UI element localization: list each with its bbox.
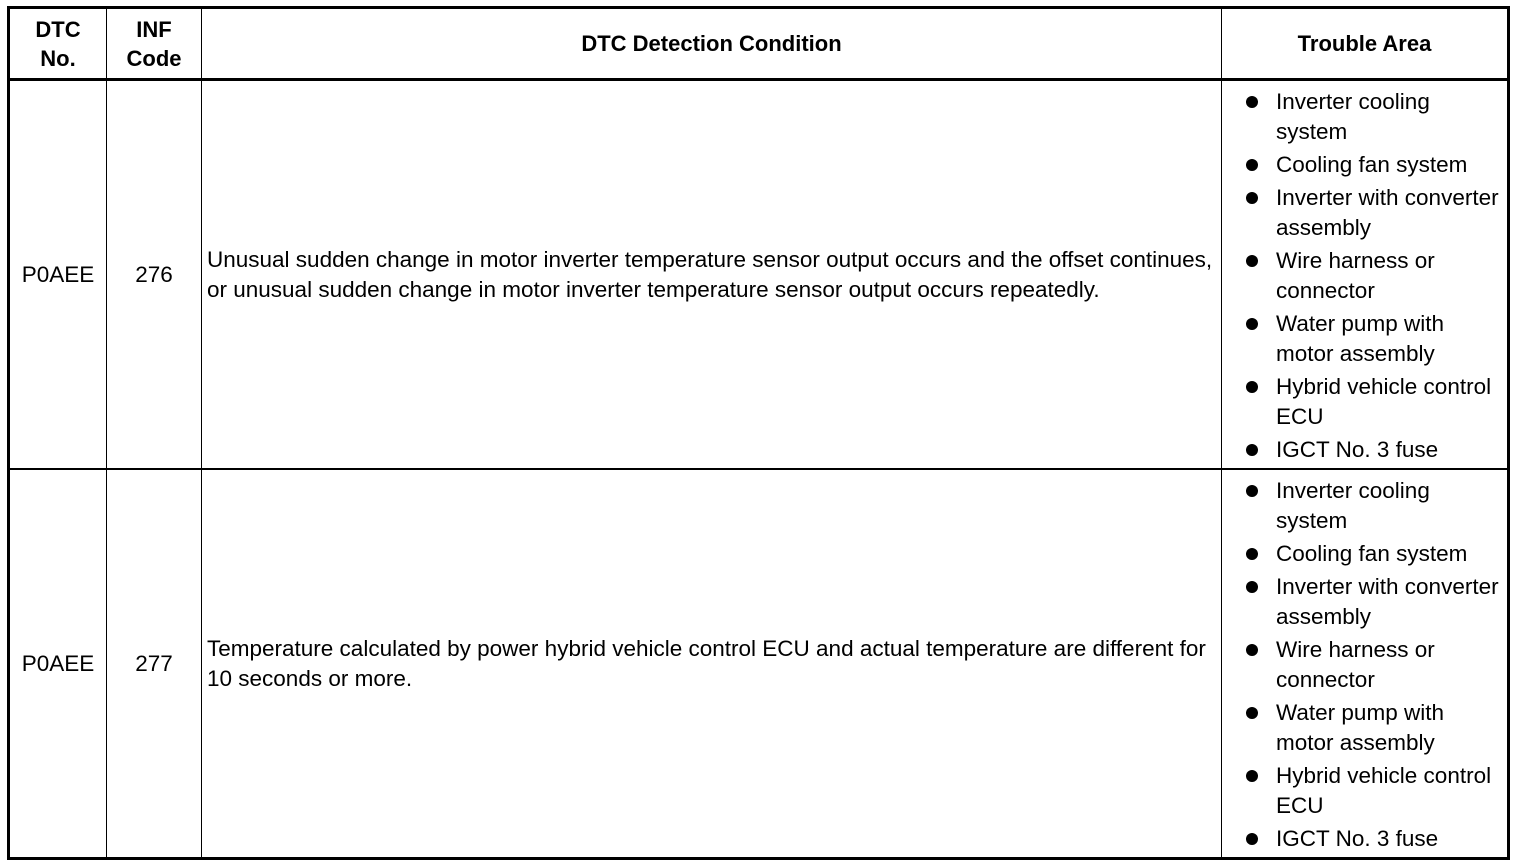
trouble-area-cell — [1222, 80, 1509, 470]
bullet-icon — [1246, 96, 1258, 108]
dtc-number-cell: P0AEE — [9, 469, 107, 859]
trouble-area-item: Wire harness or connector — [1222, 246, 1507, 306]
bullet-icon — [1246, 192, 1258, 204]
bullet-icon — [1246, 833, 1258, 845]
header-inf-code: INF Code — [107, 8, 202, 80]
trouble-area-item: Inverter with converter assembly — [1222, 183, 1507, 243]
bullet-icon — [1246, 255, 1258, 267]
bullet-icon — [1246, 707, 1258, 719]
detection-condition-cell: Temperature calculated by power hybrid vehicle control ECU and actual temperature are different for 10 seconds or more. — [202, 469, 1222, 859]
bullet-icon — [1246, 644, 1258, 656]
bullet-icon — [1246, 548, 1258, 560]
table-body — [9, 80, 1509, 859]
dtc-number-cell: P0AEE — [9, 80, 107, 470]
detection-condition-cell: Unusual sudden change in motor inverter temperature sensor output occurs and the offset continues, or unusual sudden change in motor inverter temperature sensor output occurs repeatedly. — [202, 80, 1222, 470]
trouble-area-item: Water pump with motor assembly — [1222, 698, 1507, 758]
bullet-icon — [1246, 159, 1258, 171]
trouble-area-item: Inverter cooling system — [1222, 87, 1507, 147]
bullet-icon — [1246, 770, 1258, 782]
table-header — [9, 8, 1509, 80]
trouble-area-item: Inverter cooling system — [1222, 476, 1507, 536]
table-row — [9, 469, 1509, 859]
bullet-icon — [1246, 581, 1258, 593]
header-row — [9, 8, 1509, 80]
header-trouble-area: Trouble Area — [1222, 8, 1509, 80]
inf-code-cell: 277 — [107, 469, 202, 859]
trouble-area-item: IGCT No. 3 fuse — [1222, 435, 1507, 465]
trouble-area-list — [1222, 87, 1507, 465]
dtc-table — [7, 6, 1510, 860]
bullet-icon — [1246, 381, 1258, 393]
bullet-icon — [1246, 318, 1258, 330]
trouble-area-item: Hybrid vehicle control ECU — [1222, 372, 1507, 432]
trouble-area-item: Wire harness or connector — [1222, 635, 1507, 695]
bullet-icon — [1246, 444, 1258, 456]
header-detection-condition: DTC Detection Condition — [202, 8, 1222, 80]
trouble-area-item: Cooling fan system — [1222, 539, 1507, 569]
trouble-area-list — [1222, 476, 1507, 854]
trouble-area-item: Hybrid vehicle control ECU — [1222, 761, 1507, 821]
trouble-area-item: Inverter with converter assembly — [1222, 572, 1507, 632]
trouble-area-item: IGCT No. 3 fuse — [1222, 824, 1507, 854]
bullet-icon — [1246, 485, 1258, 497]
table-row — [9, 80, 1509, 470]
trouble-area-item: Water pump with motor assembly — [1222, 309, 1507, 369]
trouble-area-item: Cooling fan system — [1222, 150, 1507, 180]
trouble-area-cell — [1222, 469, 1509, 859]
inf-code-cell: 276 — [107, 80, 202, 470]
header-dtc-no: DTC No. — [9, 8, 107, 80]
